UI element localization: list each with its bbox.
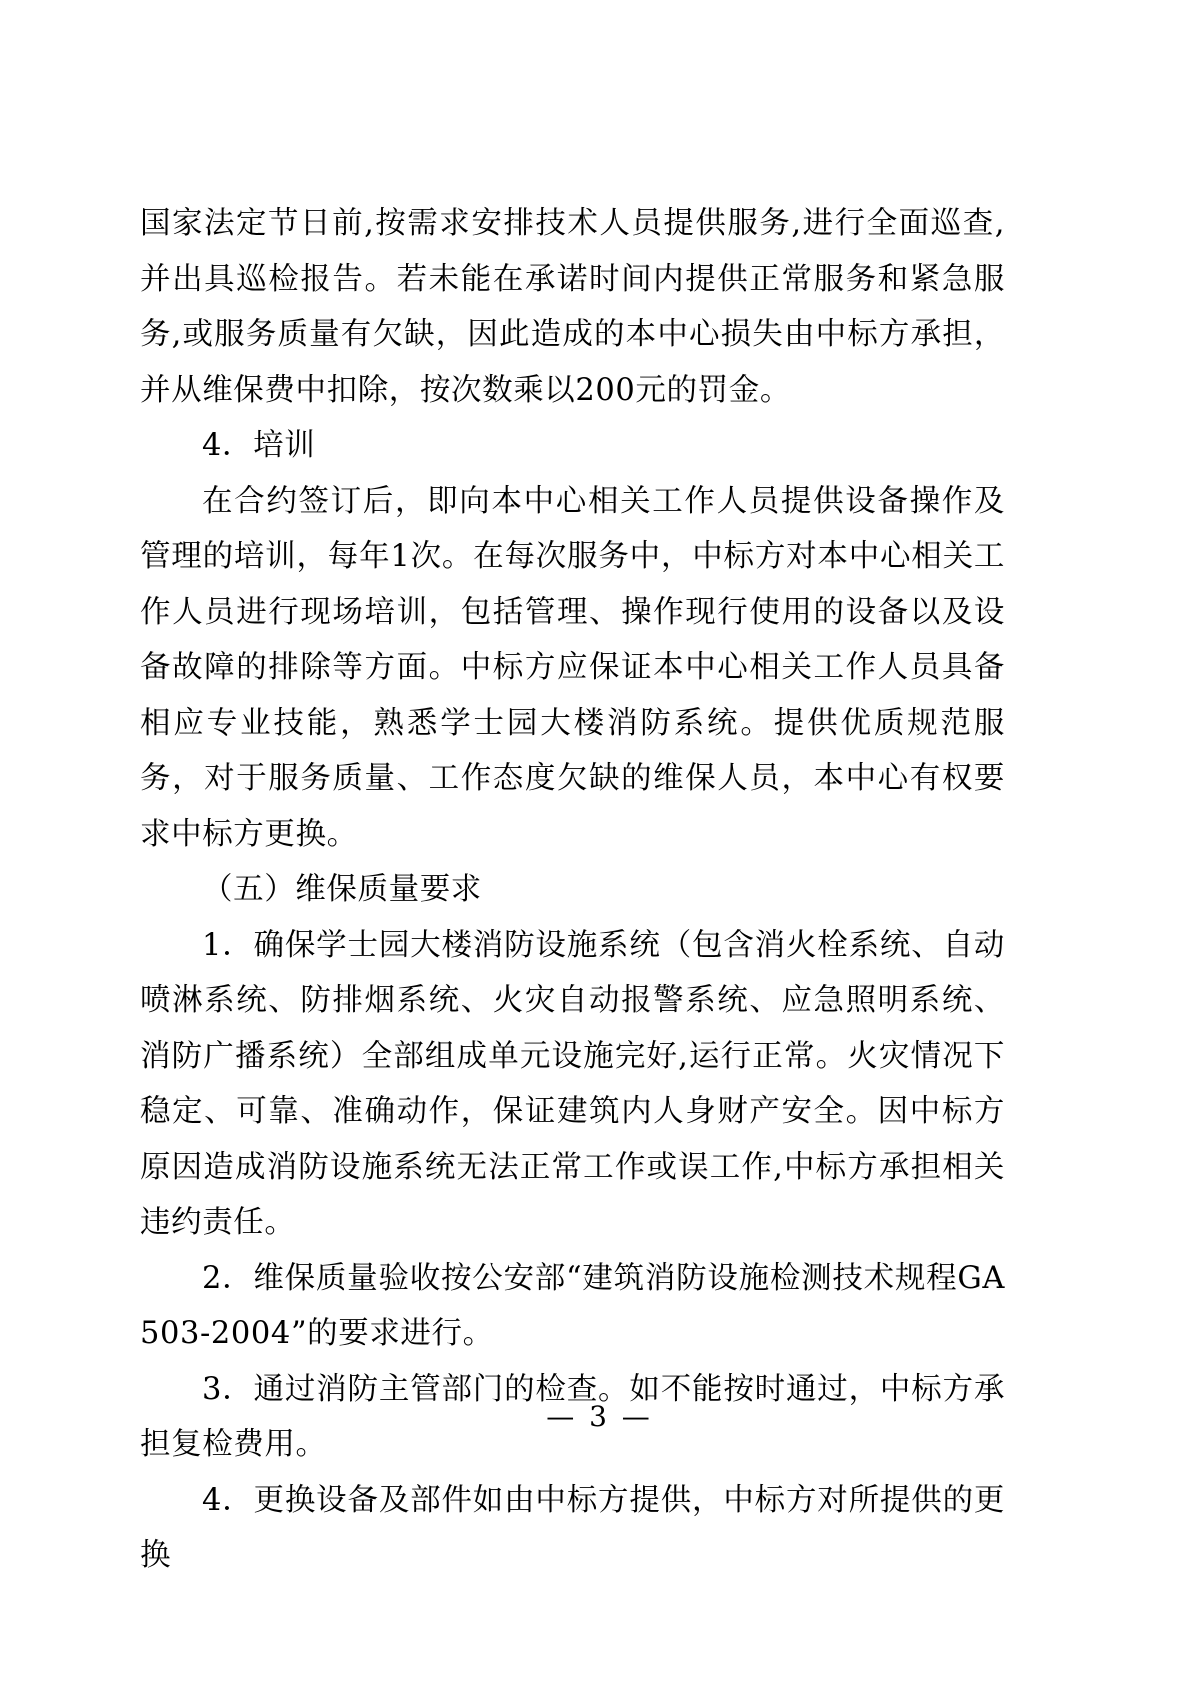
- paragraph-requirement-3: 3．通过消防主管部门的检查。如不能按时通过，中标方承担复检费用。: [140, 1371, 1005, 1462]
- paragraph-requirement-1: 1．确保学士园大楼消防设施系统（包含消火栓系统、自动喷淋系统、防排烟系统、火灾自动报警系统、应急照明系统、消防广播系统）全部组成单元设施完好,运行正常。火灾情况下稳定、可靠、准确动作，保证建筑内人身财产安全。因中标方原因造成消防设施系统无法正常工作或误工作,中标方承担相关违约责任。: [140, 927, 1005, 1240]
- paragraph-service-schedule: 国家法定节日前,按需求安排技术人员提供服务,进行全面巡查,并出具巡检报告。若未能在承诺时间内提供正常服务和紧急服务,或服务质量有欠缺，因此造成的本中心损失由中标方承担，并从维保费中扣除，按次数乘以200元的罚金。: [140, 206, 1005, 408]
- page-number: — 3 —: [546, 1400, 653, 1433]
- heading-training: 4．培训: [202, 428, 316, 463]
- paragraph-training-details: 在合约签订后，即向本中心相关工作人员提供设备操作及管理的培训，每年1次。在每次服务中，中标方对本中心相关工作人员进行现场培训，包括管理、操作现行使用的设备以及设备故障的排除等方面。中标方应保证本中心相关工作人员具备相应专业技能，熟悉学士园大楼消防系统。提供优质规范服务，对于服务质量、工作态度欠缺的维保人员，本中心有权要求中标方更换。: [140, 483, 1005, 852]
- paragraph-requirement-4: 4．更换设备及部件如由中标方提供，中标方对所提供的更换: [140, 1482, 1005, 1573]
- document-text-column: [140, 196, 1005, 1584]
- page-footer: [0, 1400, 1199, 1433]
- heading-maintenance-quality-requirements: （五）维保质量要求: [202, 872, 482, 907]
- paragraph-requirement-2: 2．维保质量验收按公安部“建筑消防设施检测技术规程GA503-2004”的要求进行。: [140, 1260, 1005, 1351]
